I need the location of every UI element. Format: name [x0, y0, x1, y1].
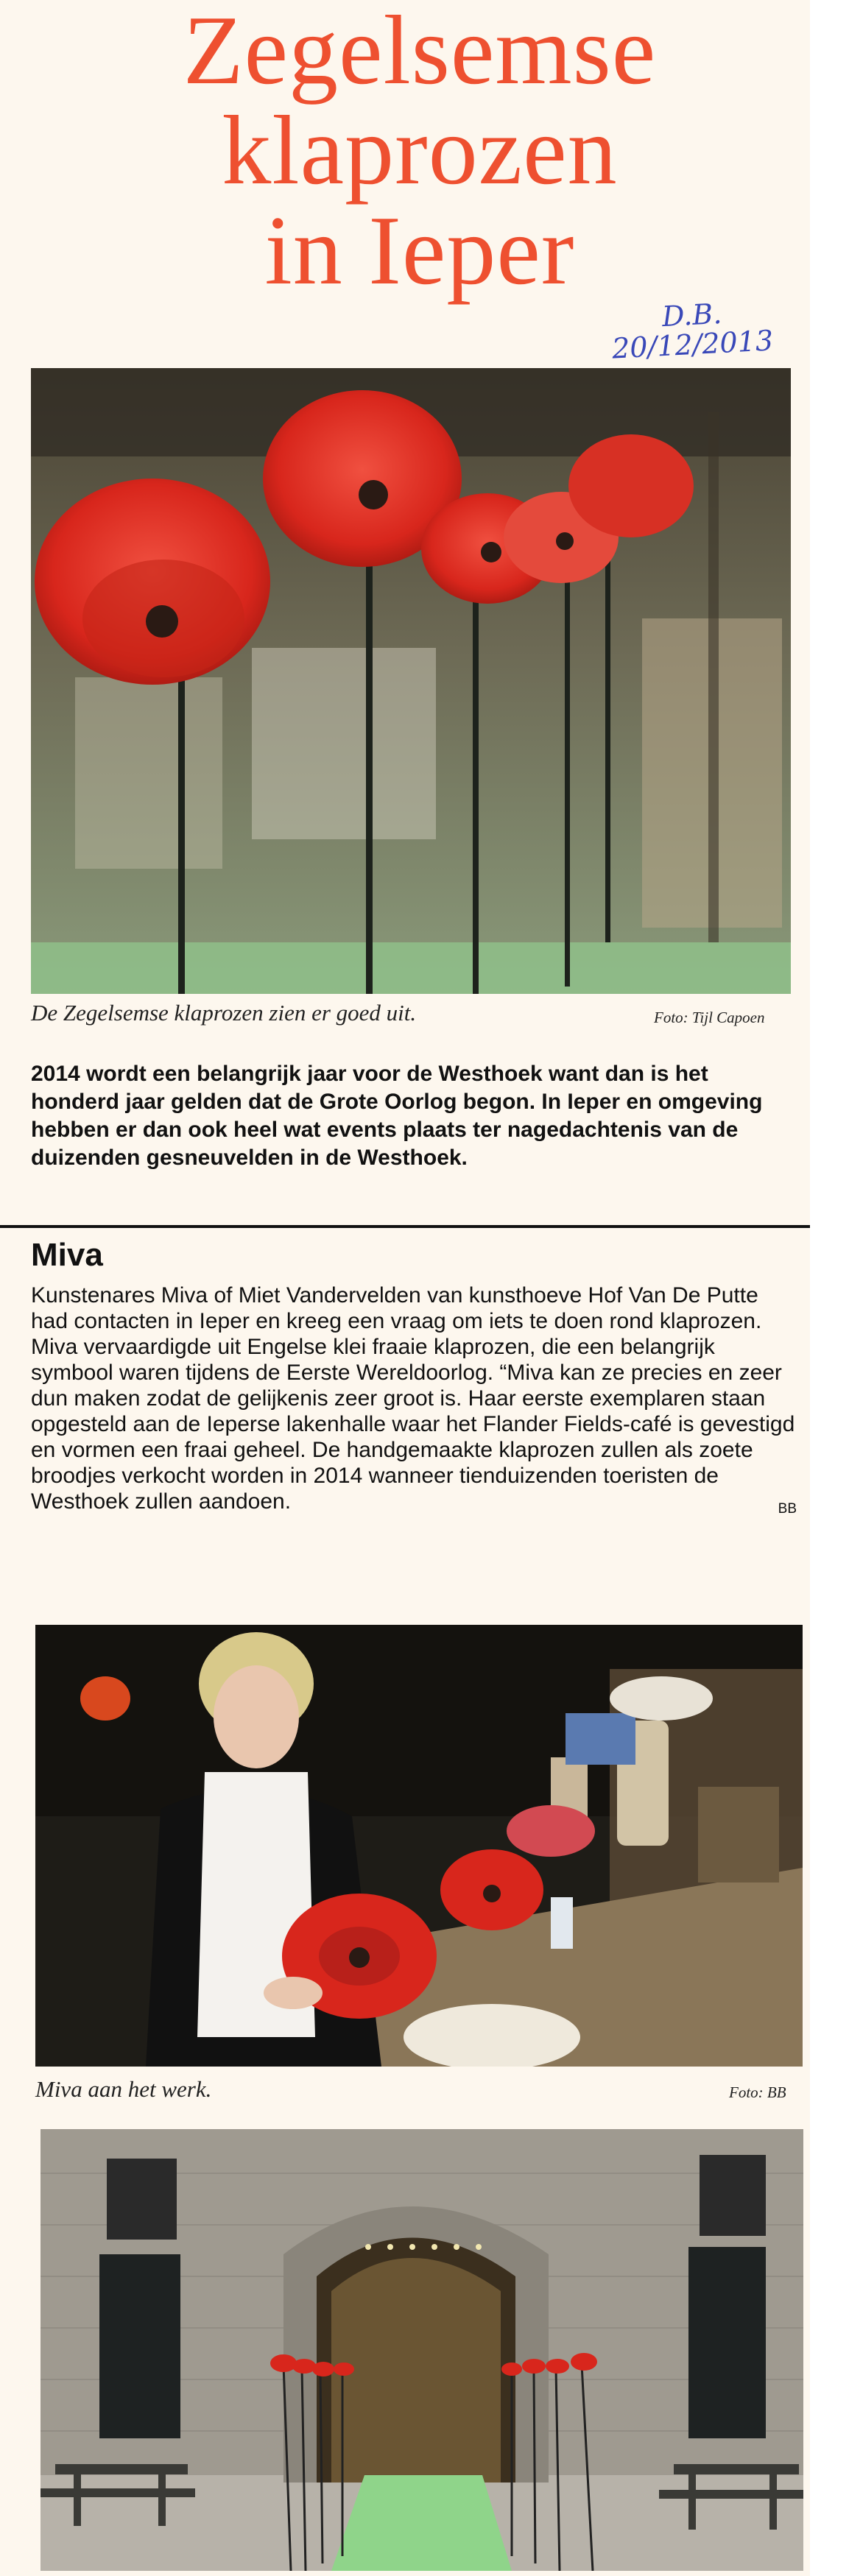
miva-photo-caption: Miva aan het werk. [35, 2076, 212, 2102]
page-edge [810, 0, 849, 2576]
headline [29, 0, 810, 305]
handwritten-date: 20/12/2013 [611, 324, 775, 365]
miva-photo-illustration [35, 1625, 803, 2067]
cloth-hall-photo-illustration [40, 2129, 803, 2571]
intro-paragraph: 2014 wordt een belangrijk jaar voor de Westhoek want dan is het honderd jaar gelden dat de Grote Oorlog begon. In Ieper en omgeving hebben er dan ook heel wat events plaats ter nagedachtenis van de duizenden gesneuvelden in de Westhoek. [31, 1062, 763, 1170]
section-divider [0, 1225, 849, 1228]
section-title: Miva [31, 1237, 103, 1273]
headline-line-1: Zegelsemse [183, 0, 657, 105]
article-byline: BB [778, 1501, 797, 1517]
handwritten-initials: D.B. [660, 297, 723, 334]
cloth-hall-photo [40, 2129, 803, 2571]
article-paragraph-2: Miva vervaardigde uit Engelse klei fraaie klaprozen, die een belangrijk symbool waren tijdens de Eerste Wereldoorlog. “Miva kan ze precies en zeer dun maken zodat de gelijkenis zeer groot is. Haar eerste exemplaren staan opgesteld aan de Ieperse lakenhalle waar het Flander Fields-café is gevestigd en vormen een fraai geheel. De handgemaakte klaprozen zullen als zoete broodjes verkocht worden in 2014 wanneer tienduizenden toeristen de Westhoek zullen aandoen. BB [31, 1334, 797, 1514]
article-paragraph-1: Kunstenares Miva of Miet Vandervelden van kunsthoeve Hof Van De Putte had contacten in Ieper en kreeg een vraag om iets te doen rond klaprozen. [31, 1283, 762, 1333]
handwritten-date-note [610, 296, 774, 363]
poppies-photo-illustration [31, 368, 791, 994]
poppies-photo-caption: De Zegelsemse klaprozen zien er goed uit. [31, 1000, 417, 1026]
miva-photo-credit: Foto: BB [729, 2083, 786, 2101]
headline-line-2: klaprozen [222, 96, 618, 205]
poppies-photo-credit: Foto: Tijl Capoen [654, 1009, 765, 1026]
headline-line-3: in Ieper [264, 196, 575, 305]
miva-photo [35, 1625, 803, 2067]
poppies-photo [31, 368, 791, 994]
article-body [31, 1282, 797, 1522]
